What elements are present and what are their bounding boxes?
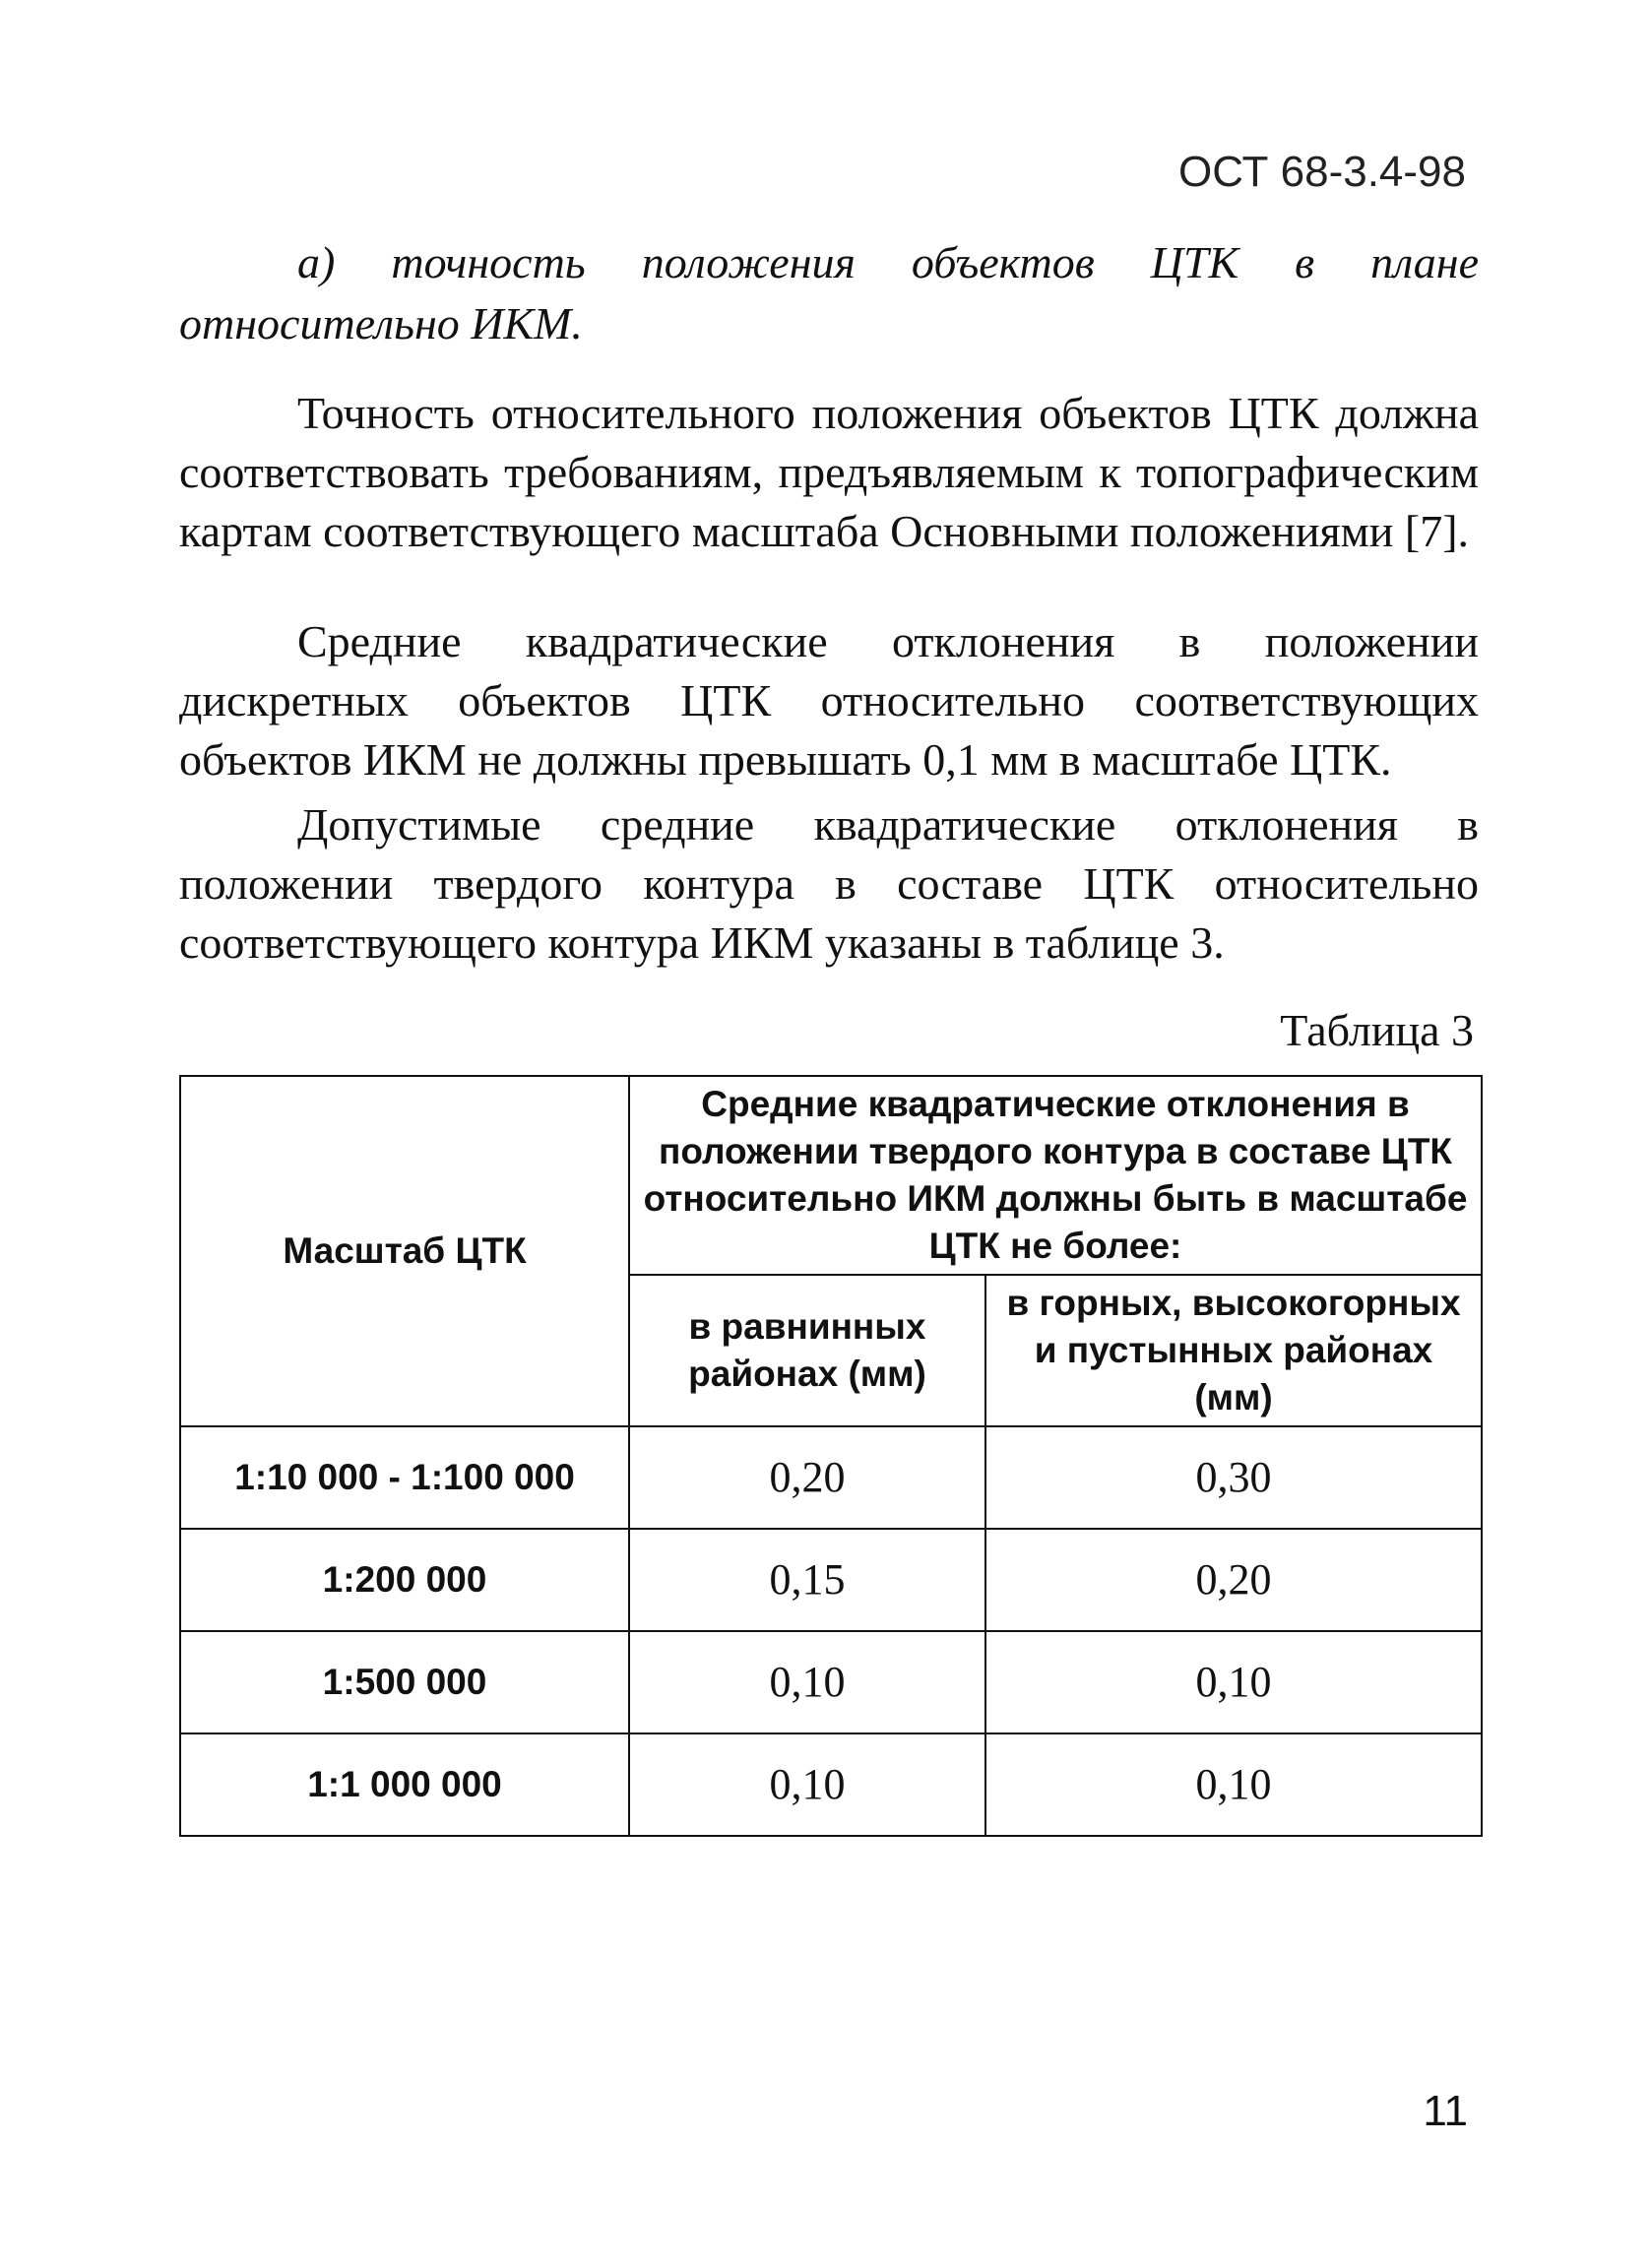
accuracy-table [179,1075,1483,1837]
section-heading: а) точность положения объектов ЦТК в плане относительно ИКМ. [179,237,1479,348]
document-code: ОСТ 68-3.4-98 [1178,148,1466,196]
cell-mountain: 0,10 [985,1733,1482,1836]
header-mountain: в горных, высокогорных и пустынных районах (мм) [985,1275,1482,1426]
page-number: 11 [1423,2087,1468,2135]
table-row [180,1631,1482,1733]
table-caption: Таблица 3 [1280,1005,1474,1055]
header-scale: Масштаб ЦТК [180,1076,629,1426]
cell-mountain: 0,20 [985,1529,1482,1631]
table-row [180,1529,1482,1631]
cell-scale: 1:10 000 - 1:100 000 [180,1426,629,1529]
cell-plain: 0,10 [629,1631,985,1733]
cell-mountain: 0,30 [985,1426,1482,1529]
cell-plain: 0,15 [629,1529,985,1631]
paragraph-1: Точность относительного положения объектов ЦТК должна соответствовать требованиям, предъявляемым к топографическим картам соответствующего масштаба Основными положениями [7]. [179,388,1479,556]
cell-scale: 1:200 000 [180,1529,629,1631]
paragraph-3: Допустимые средние квадратические отклонения в положении твердого контура в составе ЦТК относительно соответствующего контура ИКМ указаны в таблице 3. [179,799,1479,968]
header-group: Средние квадратические отклонения в положении твердого контура в составе ЦТК относительно ИКМ должны быть в масштабе ЦТК не более: [629,1076,1482,1275]
cell-mountain: 0,10 [985,1631,1482,1733]
cell-scale: 1:1 000 000 [180,1733,629,1836]
header-plain: в равнинных районах (мм) [629,1275,985,1426]
cell-plain: 0,20 [629,1426,985,1529]
cell-plain: 0,10 [629,1733,985,1836]
paragraph-2: Средние квадратические отклонения в положении дискретных объектов ЦТК относительно соответствующих объектов ИКМ не должны превышать 0,1 мм в масштабе ЦТК. [179,616,1479,785]
table-row [180,1426,1482,1529]
cell-scale: 1:500 000 [180,1631,629,1733]
table-row [180,1733,1482,1836]
